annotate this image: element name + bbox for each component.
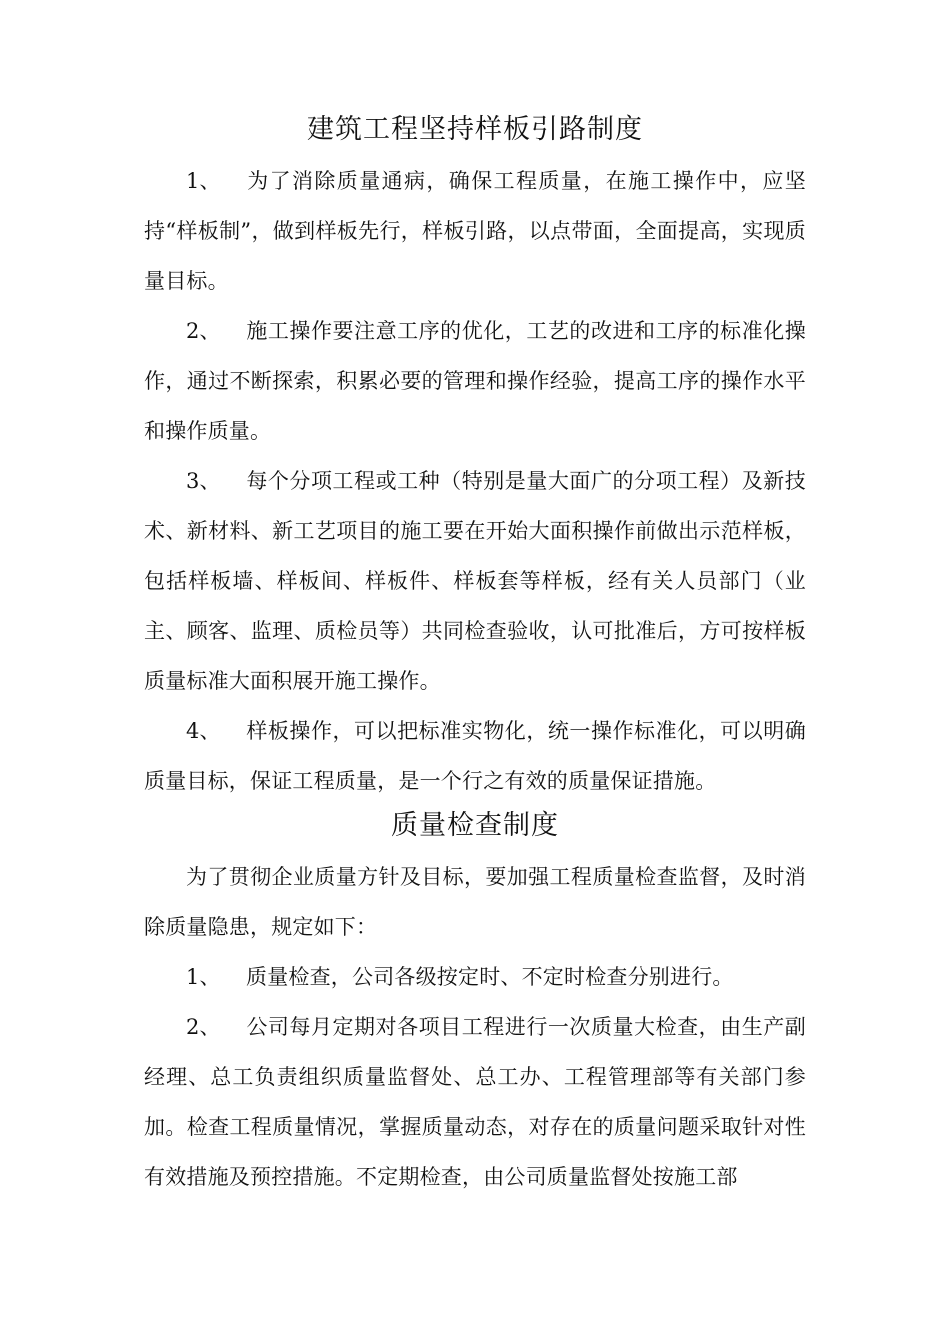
item-number: 2、 xyxy=(186,1015,221,1039)
item-text: 质量检查，公司各级按定时、不定时检查分别进行。 xyxy=(246,965,734,989)
item-text: 样板操作，可以把标准实物化，统一操作标准化，可以明确质量目标，保证工程质量，是一个行之有效的质量保证措施。 xyxy=(144,719,806,793)
section1-item-2 xyxy=(144,306,806,456)
section2-item-1 xyxy=(144,952,806,1002)
section1-item-4 xyxy=(144,706,806,806)
item-number: 3、 xyxy=(186,469,221,493)
section2-title: 质量检查制度 xyxy=(391,810,559,841)
item-number: 2、 xyxy=(186,319,221,343)
item-text: 每个分项工程或工种（特别是量大面广的分项工程）及新技术、新材料、新工艺项目的施工要在开始大面积操作前做出示范样板，包括样板墙、样板间、样板件、样板套等样板，经有关人员部门（业主、顾客、监理、质检员等）共同检查验收，认可批准后，方可按样板质量标准大面积展开施工操作。 xyxy=(144,469,806,693)
document-page xyxy=(144,108,806,1202)
section1-item-1 xyxy=(144,156,806,306)
section1-title: 建筑工程坚持样板引路制度 xyxy=(307,114,643,145)
item-text: 公司每月定期对各项目工程进行一次质量大检查，由生产副经理、总工负责组织质量监督处、总工办、工程管理部等有关部门参加。检查工程质量情况，掌握质量动态，对存在的质量问题采取针对性有效措施及预控措施。不定期检查，由公司质量监督处按施工部 xyxy=(144,1015,806,1189)
section2-item-2 xyxy=(144,1002,806,1202)
item-text: 为了消除质量通病，确保工程质量，在施工操作中，应坚持“样板制”，做到样板先行，样板引路，以点带面，全面提高，实现质量目标。 xyxy=(144,169,806,293)
section2-intro: 为了贯彻企业质量方针及目标，要加强工程质量检查监督，及时消除质量隐患，规定如下： xyxy=(144,865,806,939)
item-text: 施工操作要注意工序的优化，工艺的改进和工序的标准化操作，通过不断探索，积累必要的管理和操作经验，提高工序的操作水平和操作质量。 xyxy=(144,319,806,443)
item-number: 1、 xyxy=(186,169,221,193)
item-number: 4、 xyxy=(186,719,221,743)
item-number: 1、 xyxy=(186,965,221,989)
section1-item-3 xyxy=(144,456,806,706)
